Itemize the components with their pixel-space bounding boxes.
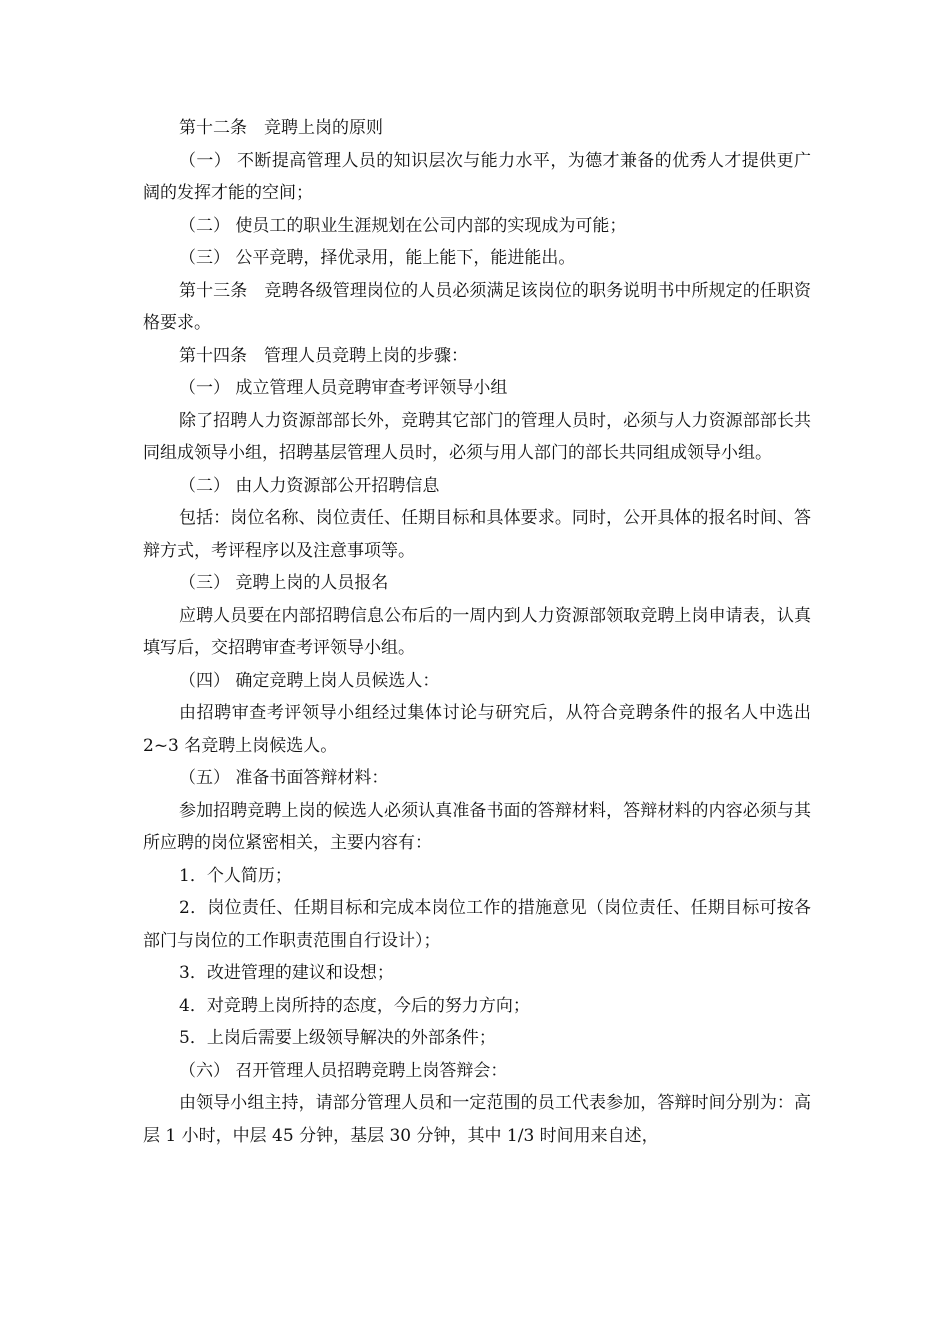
step-2-heading: （二） 由人力资源部公开招聘信息 (179, 475, 440, 496)
step-4-heading: （四） 确定竞聘上岗人员候选人： (179, 670, 440, 691)
step-6-heading: （六） 召开管理人员招聘竞聘上岗答辩会： (179, 1060, 508, 1081)
step-2-body: 包括：岗位名称、岗位责任、任期目标和具体要求。同时，公开具体的报名时间、答辩方式，考评程序以及注意事项等。 (143, 508, 811, 561)
article-12-heading: 第十二条 竞聘上岗的原则 (179, 118, 383, 138)
step-5-body: 参加招聘竞聘上岗的候选人必须认真准备书面的答辩材料，答辩材料的内容必须与其所应聘的岗位紧密相关，主要内容有： (143, 800, 811, 853)
step-1-heading: （一） 成立管理人员竞聘审查考评领导小组 (179, 378, 508, 398)
step-5-heading: （五） 准备书面答辩材料： (179, 768, 389, 788)
step-4-body: 由招聘审查考评领导小组经过集体讨论与研究后，从符合竞聘条件的报名人中选出 2~3 名竞聘上岗候选人。 (143, 703, 811, 756)
principle-3: （三） 公平竞聘，择优录用，能上能下，能进能出。 (179, 248, 576, 268)
material-item-2: 2．岗位责任、任期目标和完成本岗位工作的措施意见（岗位责任、任期目标可按各部门与岗位的工作职责范围自行设计）； (143, 898, 811, 951)
article-14-heading: 第十四条 管理人员竞聘上岗的步骤： (179, 345, 468, 366)
principle-2: （二） 使员工的职业生涯规划在公司内部的实现成为可能； (179, 215, 627, 236)
material-item-4: 4．对竞聘上岗所持的态度，今后的努力方向； (179, 995, 530, 1016)
step-3-heading: （三） 竞聘上岗的人员报名 (179, 573, 389, 593)
step-1-body: 除了招聘人力资源部部长外，竞聘其它部门的管理人员时，必须与人力资源部部长共同组成领导小组，招聘基层管理人员时，必须与用人部门的部长共同组成领导小组。 (143, 410, 811, 463)
article-13: 第十三条 竞聘各级管理岗位的人员必须满足该岗位的职务说明书中所规定的任职资格要求。 (143, 280, 811, 333)
document-body (143, 112, 811, 1152)
material-item-3: 3．改进管理的建议和设想； (179, 963, 394, 983)
principle-1: （一） 不断提高管理人员的知识层次与能力水平，为德才兼备的优秀人才提供更广阔的发挥才能的空间； (143, 150, 811, 203)
step-3-body: 应聘人员要在内部招聘信息公布后的一周内到人力资源部领取竞聘上岗申请表，认真填写后，交招聘审查考评领导小组。 (143, 605, 811, 658)
step-6-body: 由领导小组主持，请部分管理人员和一定范围的员工代表参加，答辩时间分别为：高层 1 小时，中层 45 分钟，基层 30 分钟，其中 1/3 时间用来自述， (143, 1093, 811, 1146)
material-item-5: 5．上岗后需要上级领导解决的外部条件； (179, 1028, 496, 1048)
material-item-1: 1．个人简历； (179, 865, 292, 886)
